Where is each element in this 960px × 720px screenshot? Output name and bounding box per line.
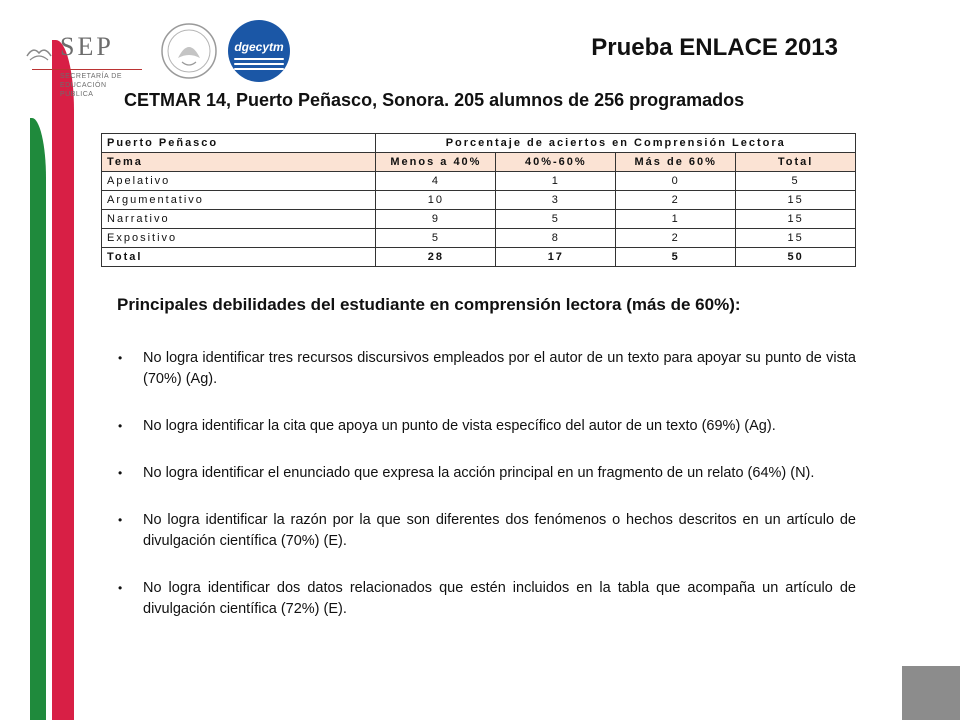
sep-logo [20,28,140,98]
page-subtitle: CETMAR 14, Puerto Peñasco, Sonora. 205 alumnos de 256 programados [124,90,745,110]
sep-logo-rule [32,69,142,70]
row-label: Expositivo [102,229,376,248]
sep-logo-title: SEP [60,32,114,61]
table-cell: 5 [496,210,616,229]
total-cell: 5 [616,248,736,267]
green-decorative-stripe [30,118,46,720]
table-cell: 2 [616,229,736,248]
sep-logo-subtitle: SECRETARÍA DE EDUCACIÓN PÚBLICA [60,73,122,98]
total-cell: 28 [376,248,496,267]
logo-wave-icon [234,58,284,60]
table-group-header: Porcentaje de aciertos en Comprensión Lectora [376,134,856,153]
table-cell: 5 [736,172,856,191]
bullet-icon: • [118,581,123,595]
total-label: Total [102,248,376,267]
corner-decorative-box [902,666,960,720]
bullet-icon: • [118,419,123,433]
total-cell: 17 [496,248,616,267]
list-item [118,463,856,484]
list-item [118,348,856,390]
page-title: Prueba ENLACE 2013 [591,34,838,61]
bullet-icon: • [118,513,123,527]
finding-text: No logra identificar tres recursos discursivos empleados por el autor de un texto para apoyar su punto de vista (70%) (Ag). [143,350,856,387]
table-row-header: Tema [102,153,376,172]
row-label: Argumentativo [102,191,376,210]
table-cell: 1 [496,172,616,191]
finding-text: No logra identificar la razón por la que son diferentes dos fenómenos o hechos descritos en un artículo de divulgación científica (70%) (E). [143,512,856,549]
red-decorative-stripe [52,40,74,720]
table-cell: 2 [616,191,736,210]
column-header: 40%-60% [496,153,616,172]
table-cell: 8 [496,229,616,248]
coat-of-arms-icon [160,22,218,80]
table-total-row [102,248,856,267]
sep-emblem-icon [26,44,52,62]
table-cell: 15 [736,210,856,229]
finding-text: No logra identificar dos datos relacionados que estén incluidos en la tabla que acompaña un artículo de divulgación científica (72%) (E). [143,580,856,617]
table-cell: 10 [376,191,496,210]
table-cell: 5 [376,229,496,248]
bullet-icon: • [118,351,123,365]
column-header: Total [736,153,856,172]
table-cell: 15 [736,229,856,248]
column-header: Menos a 40% [376,153,496,172]
row-label: Narrativo [102,210,376,229]
list-item [118,510,856,552]
table-cell: 0 [616,172,736,191]
list-item [118,578,856,620]
finding-text: No logra identificar el enunciado que expresa la acción principal en un fragmento de un relato (64%) (N). [143,465,815,481]
column-header: Más de 60% [616,153,736,172]
dgecytm-logo-text: dgecytm [234,40,284,54]
table-cell: 3 [496,191,616,210]
table-cell: 4 [376,172,496,191]
dgecytm-logo [228,20,290,82]
table-cell: 1 [616,210,736,229]
table-row [102,191,856,210]
findings-list [118,348,856,646]
bullet-icon: • [118,466,123,480]
logo-wave-icon [234,68,284,70]
table-subheader-row [102,153,856,172]
section-heading: Principales debilidades del estudiante en comprensión lectora (más de 60%): [117,295,741,314]
results-table [101,133,856,267]
table-row [102,172,856,191]
table-row [102,210,856,229]
logo-wave-icon [234,63,284,65]
total-cell: 50 [736,248,856,267]
table-cell: 15 [736,191,856,210]
table-row [102,229,856,248]
list-item [118,416,856,437]
table-cell: 9 [376,210,496,229]
table-corner-label: Puerto Peñasco [102,134,376,153]
table-header-row [102,134,856,153]
row-label: Apelativo [102,172,376,191]
finding-text: No logra identificar la cita que apoya un punto de vista específico del autor de un texto (69%) (Ag). [143,418,776,434]
